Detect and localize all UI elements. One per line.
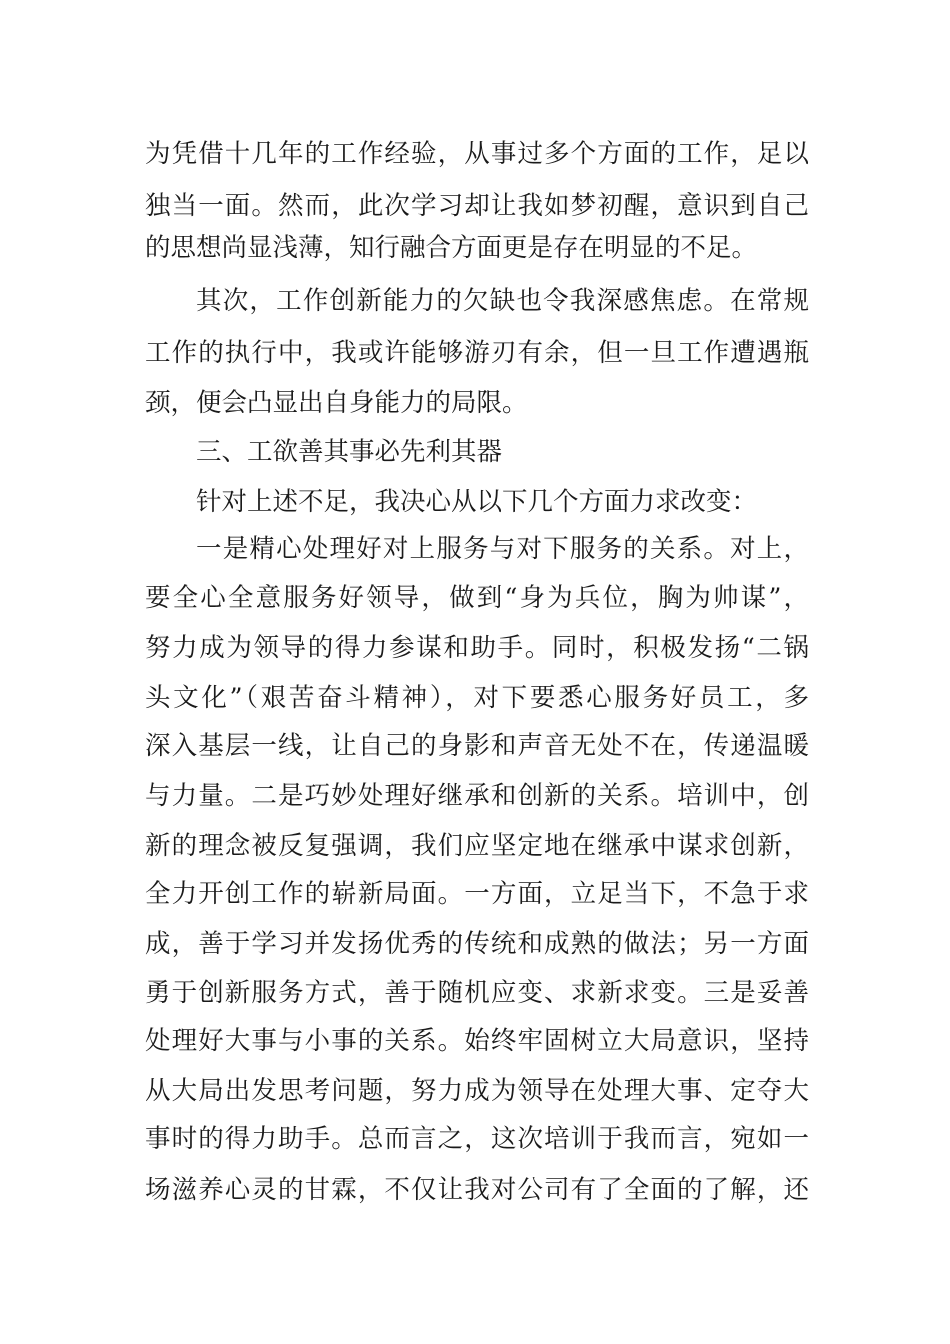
text-line: 处理好大事与小事的关系。始终牢固树立大局意识，坚持 — [145, 1026, 809, 1056]
section-heading: 三、工欲善其事必先利其器 — [196, 437, 503, 467]
text-line: 勇于创新服务方式，善于随机应变、求新求变。三是妥善 — [145, 978, 809, 1008]
text-line: 与力量。二是巧妙处理好继承和创新的关系。培训中，创 — [145, 781, 809, 811]
text-line: 工作的执行中，我或许能够游刃有余，但一旦工作遭遇瓶 — [145, 338, 809, 368]
text-line: 成，善于学习并发扬优秀的传统和成熟的做法；另一方面 — [145, 929, 809, 959]
text-line: 一是精心处理好对上服务与对下服务的关系。对上， — [196, 534, 809, 564]
text-line: 事时的得力助手。总而言之，这次培训于我而言，宛如一 — [145, 1124, 809, 1154]
text-line: 的思想尚显浅薄，知行融合方面更是存在明显的不足。 — [145, 233, 758, 263]
text-line: 其次，工作创新能力的欠缺也令我深感焦虑。在常规 — [196, 286, 809, 316]
text-line: 独当一面。然而，此次学习却让我如梦初醒，意识到自己 — [145, 191, 809, 221]
text-line: 为凭借十几年的工作经验，从事过多个方面的工作，足以 — [145, 139, 809, 169]
text-line: 深入基层一线，让自己的身影和声音无处不在，传递温暖 — [145, 731, 809, 761]
text-line: 颈，便会凸显出自身能力的局限。 — [145, 388, 528, 418]
text-line: 努力成为领导的得力参谋和助手。同时，积极发扬“二锅 — [145, 633, 809, 663]
text-line: 要全心全意服务好领导，做到“身为兵位，胸为帅谋”， — [145, 583, 809, 613]
text-line: 头文化”（艰苦奋斗精神），对下要悉心服务好员工，多 — [145, 683, 809, 713]
text-line: 从大局出发思考问题，努力成为领导在处理大事、定夺大 — [145, 1076, 809, 1106]
text-line: 场滋养心灵的甘霖，不仅让我对公司有了全面的了解，还 — [145, 1175, 809, 1205]
text-line: 全力开创工作的崭新局面。一方面，立足当下，不急于求 — [145, 879, 809, 909]
text-line: 新的理念被反复强调，我们应坚定地在继承中谋求创新， — [145, 831, 809, 861]
text-line: 针对上述不足，我决心从以下几个方面力求改变： — [196, 487, 758, 517]
